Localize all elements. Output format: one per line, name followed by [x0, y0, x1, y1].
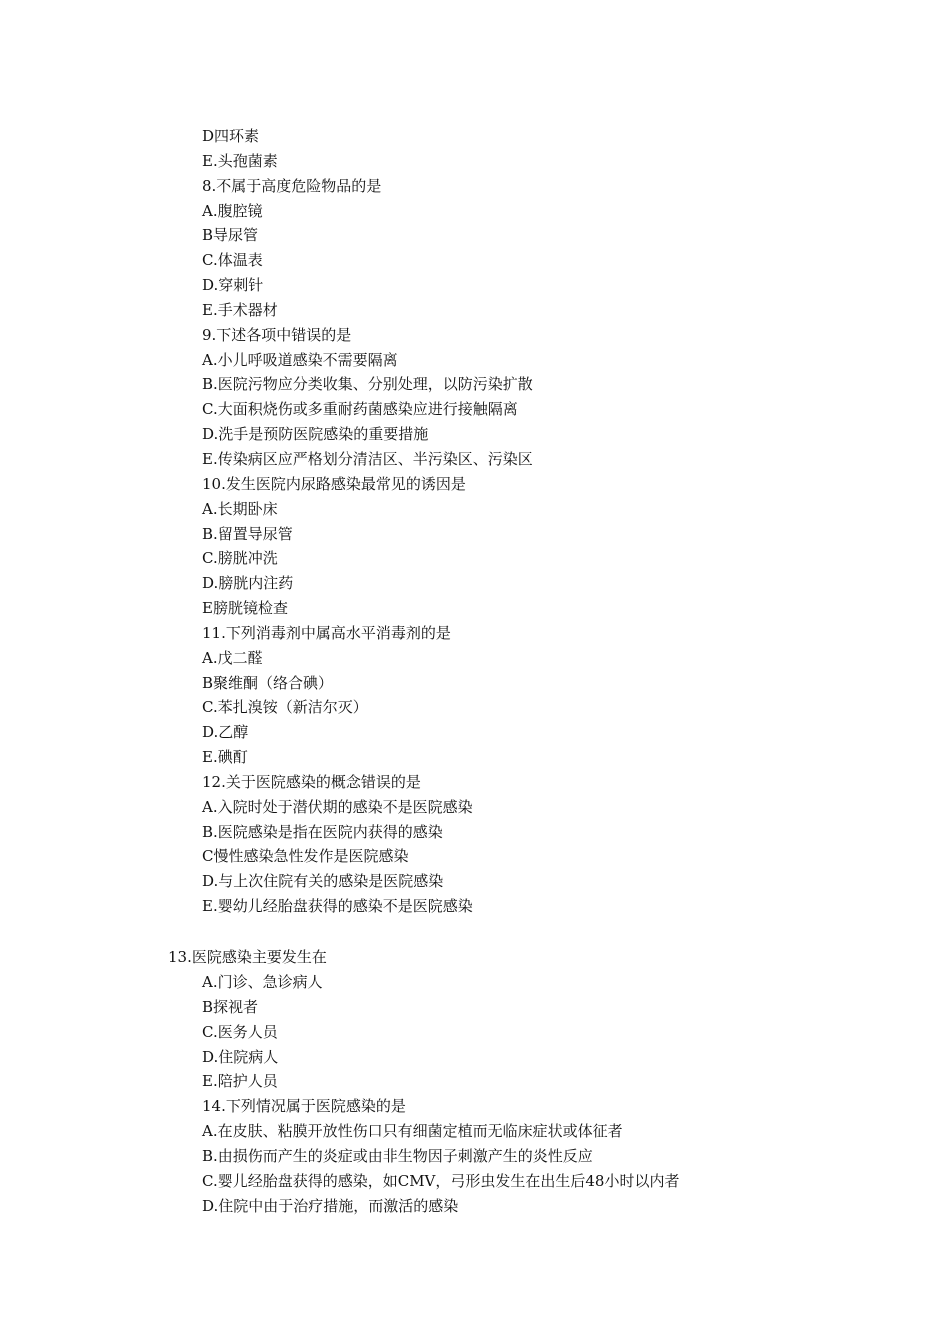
question-text: 14.下列情况属于医院感染的是 [202, 1097, 406, 1116]
answer-option: C.膀胱冲洗 [202, 549, 278, 568]
answer-option: E.手术器材 [202, 300, 278, 319]
question-text: 13.医院感染主要发生在 [168, 948, 327, 966]
answer-option: B.医院污物应分类收集、分别处理，以防污染扩散 [202, 375, 533, 394]
answer-option: E.碘酊 [202, 748, 248, 767]
answer-option: E膀胱镜检查 [202, 599, 288, 618]
answer-option: E.头孢菌素 [202, 151, 278, 170]
answer-option: D.与上次住院有关的感染是医院感染 [202, 872, 444, 891]
answer-option: B探视者 [202, 997, 259, 1016]
answer-option: A.小儿呼吸道感染不需要隔离 [202, 350, 398, 369]
answer-option: A.入院时处于潜伏期的感染不是医院感染 [202, 797, 473, 816]
answer-option: E.婴幼儿经胎盘获得的感染不是医院感染 [202, 897, 473, 916]
answer-option: B.由损伤而产生的炎症或由非生物因子刺激产生的炎性反应 [202, 1146, 593, 1165]
answer-option: C.体温表 [202, 251, 263, 270]
answer-option: C.医务人员 [202, 1022, 278, 1041]
answer-option: A.长期卧床 [202, 499, 278, 518]
answer-option: D.住院中由于治疗措施，而激活的感染 [202, 1196, 459, 1215]
answer-option: D.膀胱内注药 [202, 574, 294, 593]
question-block-7-12 [202, 124, 902, 919]
answer-option: D.洗手是预防医院感染的重要措施 [202, 425, 429, 444]
answer-option: A.在皮肤、粘膜开放性伤口只有细菌定植而无临床症状或体征者 [202, 1122, 623, 1141]
answer-option: D.乙醇 [202, 723, 249, 742]
question-text: 10.发生医院内尿路感染最常见的诱因是 [202, 474, 466, 493]
answer-option: E.传染病区应严格划分清洁区、半污染区、污染区 [202, 449, 533, 468]
answer-option: B.医院感染是指在医院内获得的感染 [202, 822, 443, 841]
answer-option: C.苯扎溴铵（新洁尔灭） [202, 698, 368, 717]
answer-option: B.留置导尿管 [202, 524, 293, 543]
question-block-13-14 [202, 970, 902, 1218]
question-text: 9.下述各项中错误的是 [202, 325, 352, 344]
answer-option: B聚维酮（络合碘） [202, 673, 334, 692]
answer-option: C.婴儿经胎盘获得的感染，如CMV，弓形虫发生在出生后48小时以内者 [202, 1171, 680, 1190]
question-text: 12.关于医院感染的概念错误的是 [202, 772, 421, 791]
answer-option: D.住院病人 [202, 1047, 279, 1066]
answer-option: C.大面积烧伤或多重耐药菌感染应进行接触隔离 [202, 400, 518, 419]
answer-option: A.腹腔镜 [202, 201, 263, 220]
answer-option: D.穿刺针 [202, 276, 264, 295]
answer-option: E.陪护人员 [202, 1072, 278, 1091]
answer-option: A.戊二醛 [202, 648, 263, 667]
question-text: 8.不属于高度危险物品的是 [202, 176, 382, 195]
question-text: 11.下列消毒剂中属高水平消毒剂的是 [202, 623, 451, 642]
answer-option: B导尿管 [202, 226, 259, 245]
answer-option: D四环素 [202, 127, 260, 145]
question-13-heading-block [168, 945, 868, 970]
answer-option: A.门诊、急诊病人 [202, 973, 323, 991]
answer-option: C慢性感染急性发作是医院感染 [202, 847, 409, 866]
